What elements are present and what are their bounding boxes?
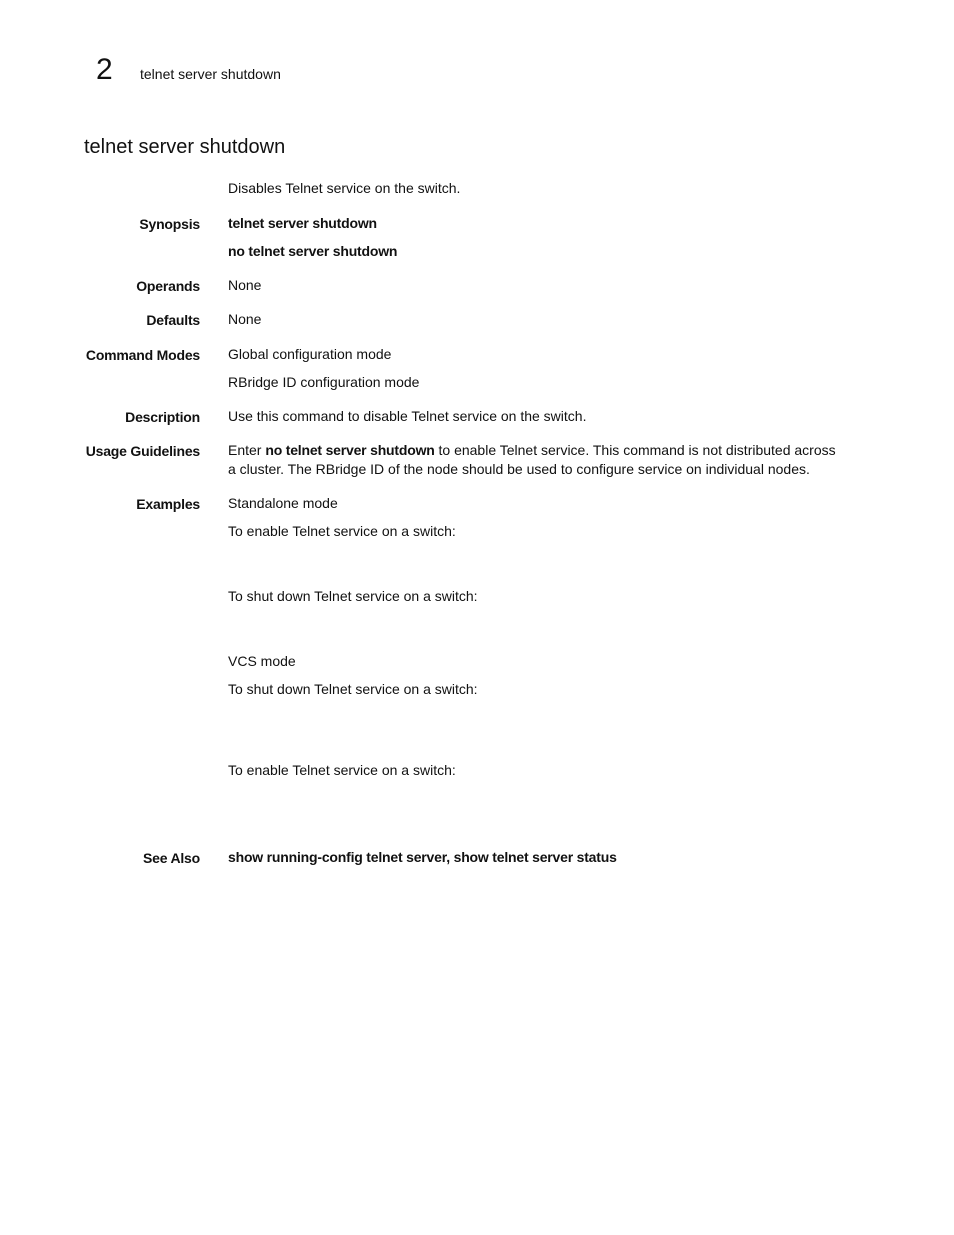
usage-suffix: to enable Telnet service. This command is not distributed across [434, 442, 836, 458]
running-head: telnet server shutdown [140, 66, 281, 82]
page-title: telnet server shutdown [84, 136, 286, 158]
usage-label: Usage Guidelines [85, 443, 200, 459]
description-text: Use this command to disable Telnet service on the switch. [228, 408, 587, 424]
operands-label: Operands [136, 278, 200, 294]
description-label: Description [125, 409, 200, 425]
see-also-links [228, 848, 868, 867]
command-mode-2: RBridge ID configuration mode [228, 374, 420, 390]
chapter-number: 2 [96, 53, 113, 86]
command-mode-1: Global configuration mode [228, 346, 392, 362]
example-vcs-mode: VCS mode [228, 653, 296, 669]
synopsis-line-1: telnet server shutdown [228, 215, 377, 231]
summary-text: Disables Telnet service on the switch. [228, 180, 461, 196]
see-also-link-server-status[interactable]: show telnet server status [453, 849, 617, 865]
usage-text [228, 441, 868, 479]
usage-command: no telnet server shutdown [265, 442, 435, 458]
operands-value: None [228, 277, 262, 293]
example-standalone-shutdown: To shut down Telnet service on a switch: [228, 588, 478, 604]
example-vcs-enable: To enable Telnet service on a switch: [228, 762, 456, 778]
usage-line-1 [228, 441, 868, 460]
example-vcs-shutdown: To shut down Telnet service on a switch: [228, 681, 478, 697]
synopsis-line-2: no telnet server shutdown [228, 243, 398, 259]
defaults-label: Defaults [146, 312, 200, 328]
see-also-separator: , [446, 849, 454, 865]
example-standalone-enable: To enable Telnet service on a switch: [228, 523, 456, 539]
synopsis-label: Synopsis [139, 216, 200, 232]
see-also-label: See Also [142, 850, 200, 866]
command-modes-label: Command Modes [85, 347, 200, 363]
example-standalone-mode: Standalone mode [228, 495, 338, 511]
usage-line-2: a cluster. The RBridge ID of the node should be used to configure service on individual nodes. [228, 461, 810, 477]
usage-prefix: Enter [228, 442, 266, 458]
see-also-link-running-config[interactable]: show running-config telnet server [228, 849, 447, 865]
defaults-value: None [228, 311, 262, 327]
examples-label: Examples [136, 496, 200, 512]
